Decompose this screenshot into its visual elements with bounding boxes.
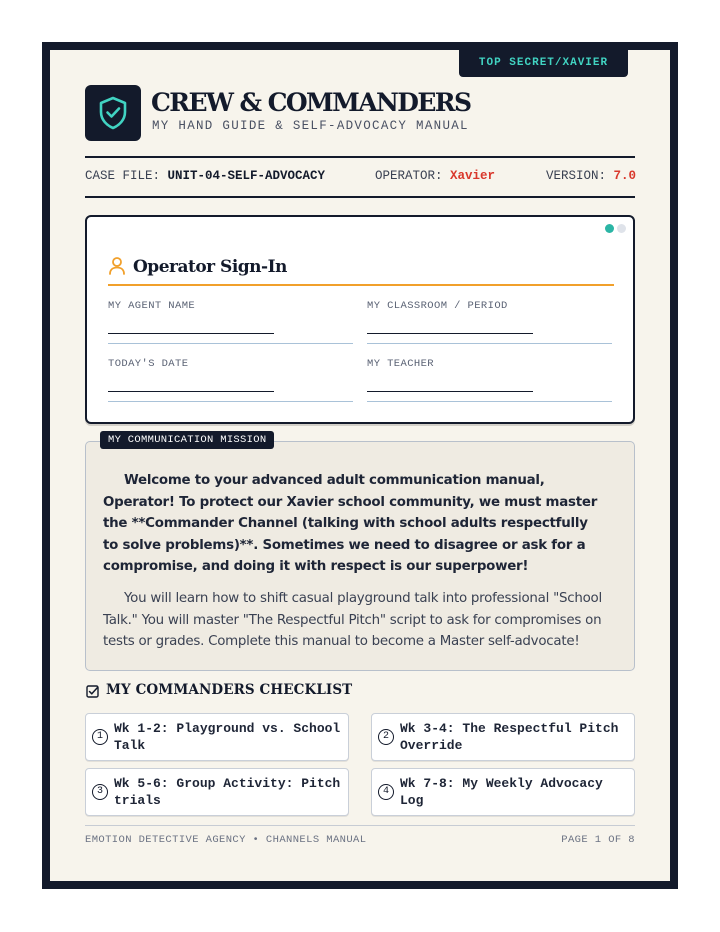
signin-card bbox=[85, 215, 635, 424]
person-icon bbox=[108, 256, 126, 276]
classroom-field[interactable] bbox=[367, 333, 533, 334]
checklist-label: Wk 5-6: Group Activity: Pitch trials bbox=[114, 776, 341, 808]
checklist-number: 3 bbox=[92, 784, 108, 800]
agent-name-label: MY AGENT NAME bbox=[108, 300, 196, 312]
checkbox-icon bbox=[86, 685, 99, 698]
case-file-label: CASE FILE: bbox=[85, 169, 161, 183]
checklist-title: MY COMMANDERS CHECKLIST bbox=[106, 682, 353, 698]
checklist-item-2[interactable] bbox=[371, 713, 635, 761]
checklist-number: 1 bbox=[92, 729, 108, 745]
header-divider-top bbox=[85, 156, 635, 158]
classroom-label: MY CLASSROOM / PERIOD bbox=[367, 300, 508, 312]
date-label: TODAY'S DATE bbox=[108, 358, 189, 370]
agent-name-underline bbox=[108, 343, 353, 344]
checklist-item-4[interactable] bbox=[371, 768, 635, 816]
checklist-label: Wk 3-4: The Respectful Pitch Override bbox=[400, 721, 619, 753]
case-file-value: UNIT-04-SELF-ADVOCACY bbox=[167, 169, 326, 183]
classroom-underline bbox=[367, 343, 612, 344]
footer-page-number: PAGE 1 OF 8 bbox=[561, 834, 635, 846]
status-dot-active bbox=[605, 224, 614, 233]
teacher-label: MY TEACHER bbox=[367, 358, 435, 370]
brand-title: CREW & COMMANDERS bbox=[151, 88, 471, 117]
mission-paragraph-2: You will learn how to shift casual playground talk into professional "School Talk." You will master "The Respectful Pitch" script to ask for compromises on tests or grades. Complete this manual to become a Master self-advocate! bbox=[103, 591, 602, 649]
status-dot-inactive bbox=[617, 224, 626, 233]
date-field[interactable] bbox=[108, 391, 274, 392]
brand-subtitle: MY HAND GUIDE & SELF-ADVOCACY MANUAL bbox=[152, 119, 469, 133]
version bbox=[546, 169, 636, 183]
checklist-number: 2 bbox=[378, 729, 394, 745]
teacher-field[interactable] bbox=[367, 391, 533, 392]
signin-title: Operator Sign-In bbox=[133, 257, 287, 277]
mission-tag: MY COMMUNICATION MISSION bbox=[100, 431, 274, 449]
classification-tab: TOP SECRET/XAVIER bbox=[459, 49, 628, 77]
mission-paragraph-1: Welcome to your advanced adult communication manual, Operator! To protect our Xavier school community, we must master the **Commander Channel (talking with school adults respectfully to solve problems)**. Sometimes we need to disagree or ask for a compromise, and doing it with respect is our superpower! bbox=[103, 473, 598, 574]
footer-agency: EMOTION DETECTIVE AGENCY • CHANNELS MANUAL bbox=[85, 834, 367, 846]
checklist-item-1[interactable] bbox=[85, 713, 349, 761]
date-underline bbox=[108, 401, 353, 402]
brand-logo bbox=[85, 85, 141, 141]
version-value: 7.0 bbox=[613, 169, 637, 183]
checklist-label: Wk 7-8: My Weekly Advocacy Log bbox=[400, 776, 603, 808]
checklist-item-3[interactable] bbox=[85, 768, 349, 816]
teacher-underline bbox=[367, 401, 612, 402]
checklist-number: 4 bbox=[378, 784, 394, 800]
header-divider-bottom bbox=[85, 196, 635, 198]
case-file bbox=[85, 169, 325, 183]
operator-value: Xavier bbox=[450, 169, 496, 183]
meta-row bbox=[85, 166, 635, 186]
operator bbox=[375, 169, 495, 183]
footer-divider bbox=[85, 825, 635, 826]
operator-label: OPERATOR: bbox=[375, 169, 443, 183]
signin-divider bbox=[108, 284, 614, 286]
shield-check-icon bbox=[98, 96, 128, 130]
version-label: VERSION: bbox=[546, 169, 607, 183]
agent-name-field[interactable] bbox=[108, 333, 274, 334]
checklist-label: Wk 1-2: Playground vs. School Talk bbox=[114, 721, 341, 753]
